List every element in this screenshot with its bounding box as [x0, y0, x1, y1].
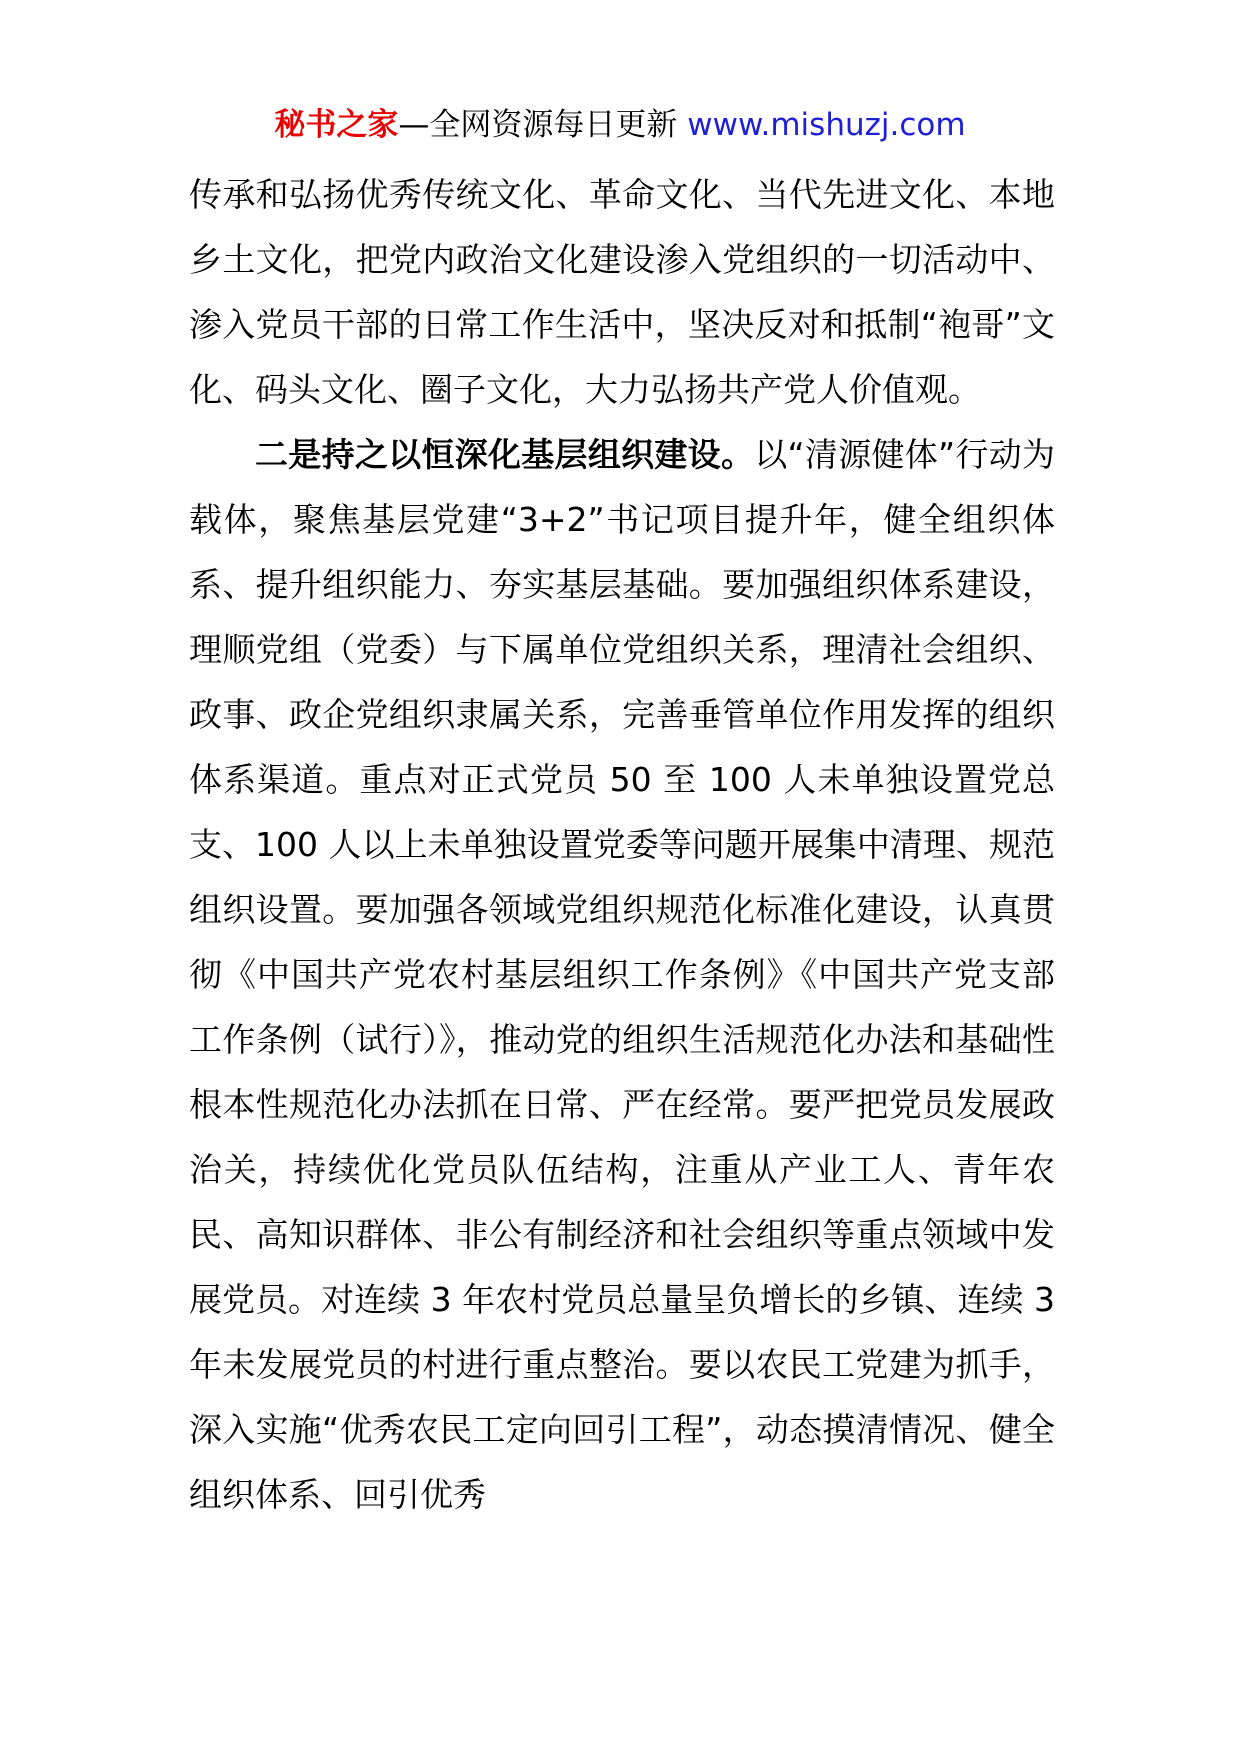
paragraph-section-two — [189, 422, 1055, 1527]
document-body — [189, 162, 1055, 1527]
site-url-link[interactable]: www.mishuzj.com — [687, 107, 966, 143]
site-tagline: —全网资源每日更新 — [398, 107, 688, 143]
paragraph-text: 以“清源健体”行动为载体，聚焦基层党建“3+2”书记项目提升年，健全组织体系、提升组织能力、夯实基层基础。要加强组织体系建设，理顺党组（党委）与下属单位党组织关系，理清社会组织、政事、政企党组织隶属关系，完善垂管单位作用发挥的组织体系渠道。重点对正式党员 50 至 100 人未单独设置党总支、100 人以上未单独设置党委等问题开展集中清理、规范组织设置。要加强各领域党组织规范化标准化建设，认真贯彻《中国共产党农村基层组织工作条例》《中国共产党支部工作条例（试行）》，推动党的组织生活规范化办法和基础性根本性规范化办法抓在日常、严在经常。要严把党员发展政治关，持续优化党员队伍结构，注重从产业工人、青年农民、高知识群体、非公有制经济和社会组织等重点领域中发展党员。对连续 3 年农村党员总量呈负增长的乡镇、连续 3 年未发展党员的村进行重点整治。要以农民工党建为抓手，深入实施“优秀农民工定向回引工程”，动态摸清情况、健全组织体系、回引优秀 — [189, 435, 1055, 1514]
paragraph-lead-heading: 二是持之以恒深化基层组织建设。 — [255, 435, 755, 474]
paragraph-text: 传承和弘扬优秀传统文化、革命文化、当代先进文化、本地乡土文化，把党内政治文化建设渗入党组织的一切活动中、渗入党员干部的日常工作生活中，坚决反对和抵制“袍哥”文化、码头文化、圈子文化，大力弘扬共产党人价值观。 — [189, 175, 1055, 409]
site-header — [0, 100, 1240, 150]
site-brand: 秘书之家 — [274, 107, 399, 143]
paragraph-continuation — [189, 162, 1055, 422]
